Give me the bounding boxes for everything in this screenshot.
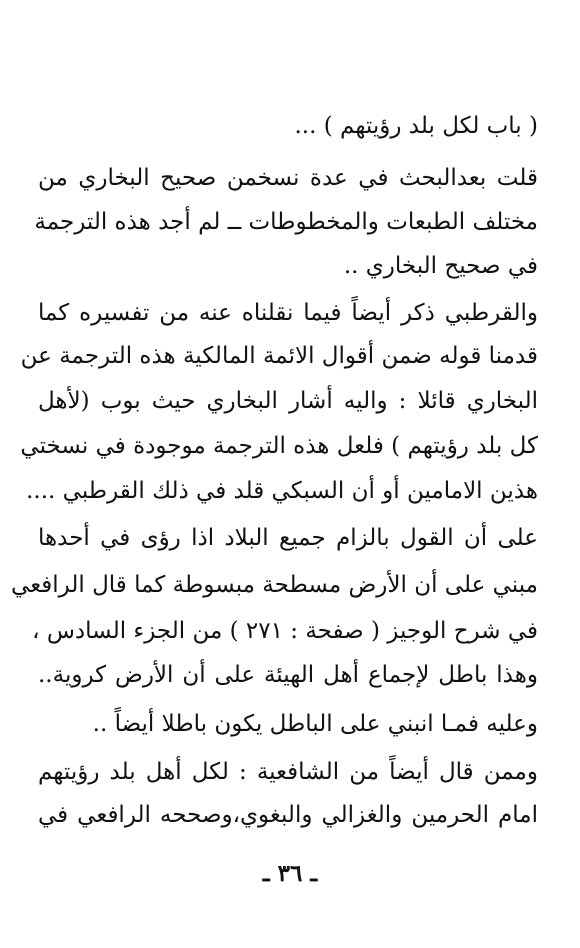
text-line: وعليه فمـا انبني على الباطل يكون باطلا أيضاً .. (92, 711, 538, 737)
text-line: وممن قال أيضاً من الشافعية : لكل أهل بلد رؤيتهم (38, 759, 538, 785)
text-line: في صحيح البخاري .. (343, 253, 538, 279)
text-line: ( باب لكل بلد رؤيتهم ) ... (294, 113, 538, 139)
text-line: في شرح الوجيز ( صفحة : ٢٧١ ) من الجزء السادس ، (32, 618, 538, 644)
text-line: مبني على أن الأرض مسطحة مبسوطة كما قال الرافعي (11, 572, 538, 598)
text-line: امام الحرمين والغزالي والبغوي،وصححه الرافعي في (38, 802, 538, 828)
text-line: قلت بعدالبحث في عدة نسخمن صحيح البخاري من (38, 165, 538, 191)
text-line: هذين الامامين أو أن السبكي قلد في ذلك القرطبي .... (26, 478, 538, 504)
text-line: كل بلد رؤيتهم ) فلعل هذه الترجمة موجودة في نسختي (20, 433, 538, 459)
page-number: ـ ٣٦ ـ (262, 860, 318, 887)
text-line: مختلف الطبعات والمخطوطات ــ لم أجد هذه الترجمة (34, 209, 538, 235)
text-line: البخاري قائلا : واليه أشار البخاري حيث بوب (لأهل (38, 388, 538, 414)
text-line: على أن القول بالزام جميع البلاد اذا رؤى في أحدها (38, 525, 538, 551)
text-line: والقرطبي ذكر أيضاً فيما نقلناه عنه من تفسيره كما (38, 300, 538, 326)
text-line: وهذا باطل لإجماع أهل الهيئة على أن الأرض كروية.. (38, 662, 538, 688)
text-line: قدمنا قوله ضمن أقوال الائمة المالكية هذه الترجمة عن (20, 343, 538, 369)
